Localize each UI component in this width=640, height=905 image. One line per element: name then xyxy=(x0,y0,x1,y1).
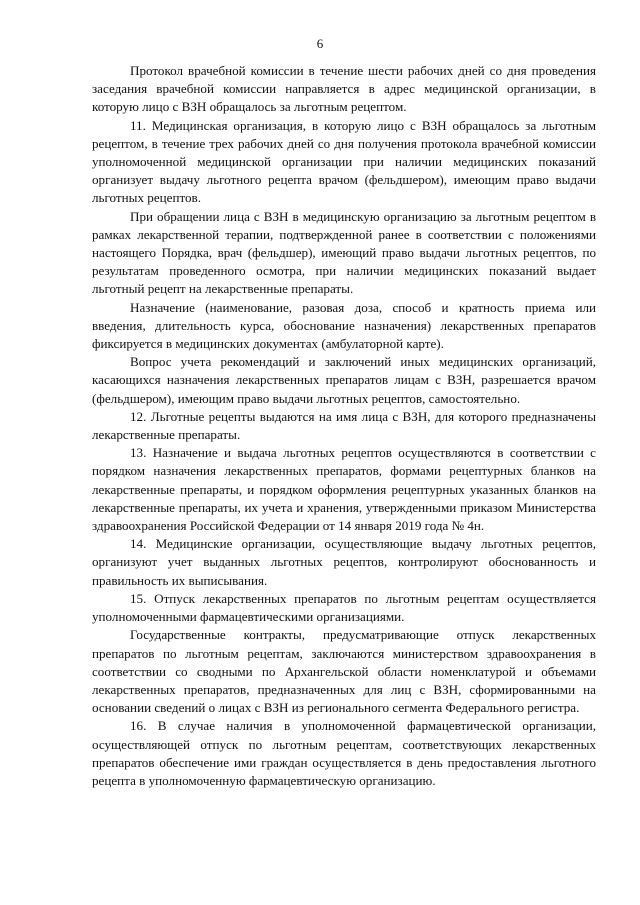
paragraph-repeat-prescription: При обращении лица с ВЗН в медицинскую организацию за льготным рецептом в рамках лекарственной терапии, подтвержденной ранее в соответствии с положениями настоящего Порядка, врач (фельдшер), имеющий право выдачи льготных рецептов, по результатам проведенного осмотра, при наличии медицинских показаний выдает льготный рецепт на лекарственные препараты. xyxy=(92,208,596,297)
paragraph-item-16: 16. В случае наличия в уполномоченной фармацевтической организации, осуществляющей отпуск по льготным рецептам, соответствующих лекарственных препаратов обеспечение ими граждан осуществляется в день предоставления льготного рецепта в уполномоченную фармацевтическую организацию. xyxy=(92,718,596,788)
paragraph-state-contracts: Государственные контракты, предусматривающие отпуск лекарственных препаратов по льготным рецептам, заключаются министерством здравоохранения в соответствии со сводными по Архангельской области номенклатурой и объемами лекарственных препаратов, предназначенных для лиц с ВЗН, сформированными на основании сведений о лицах с ВЗН из регионального сегмента Федерального регистра. xyxy=(92,627,596,716)
paragraph-prescription-record: Назначение (наименование, разовая доза, способ и кратность приема или введения, длительность курса, обоснование назначения) лекарственных препаратов фиксируется в медицинских документах (амбулаторной карте). xyxy=(92,299,596,352)
paragraph-item-11: 11. Медицинская организация, в которую лицо с ВЗН обращалось за льготным рецептом, в течение трех рабочих дней со дня получения протокола врачебной комиссии уполномоченной медицинской организации при наличии медицинских показаний организует выдачу льготного рецепта врачом (фельдшером), имеющим право выдачи льготных рецептов. xyxy=(92,117,596,206)
paragraph-item-15: 15. Отпуск лекарственных препаратов по льготным рецептам осуществляется уполномоченными фармацевтическими организациями. xyxy=(92,590,596,625)
document-body xyxy=(92,62,596,790)
page-number: 6 xyxy=(316,36,324,51)
paragraph-item-13: 13. Назначение и выдача льготных рецептов осуществляются в соответствии с порядком назначения лекарственных препаратов, формами рецептурных бланков на лекарственные препараты, и порядком оформления рецептурных указанных бланков на лекарственные препараты, их учета и хранения, утвержденными приказом Министерства здравоохранения Российской Федерации от 14 января 2019 года № 4н. xyxy=(92,445,596,534)
paragraph-protocol: Протокол врачебной комиссии в течение шести рабочих дней со дня проведения заседания врачебной комиссии направляется в адрес медицинской организации, в которую лицо с ВЗН обращалось за льготным рецептом. xyxy=(92,63,596,115)
paragraph-recommendations: Вопрос учета рекомендаций и заключений иных медицинских организаций, касающихся назначения лекарственных препаратов лицам с ВЗН, разрешается врачом (фельдшером), имеющим право выдачи льготных рецептов, самостоятельно. xyxy=(92,354,596,406)
paragraph-item-12: 12. Льготные рецепты выдаются на имя лица с ВЗН, для которого предназначены лекарственные препараты. xyxy=(92,408,596,443)
paragraph-item-14: 14. Медицинские организации, осуществляющие выдачу льготных рецептов, организуют учет выданных льготных рецептов, контролируют обоснованность и правильность их выписывания. xyxy=(92,536,596,588)
